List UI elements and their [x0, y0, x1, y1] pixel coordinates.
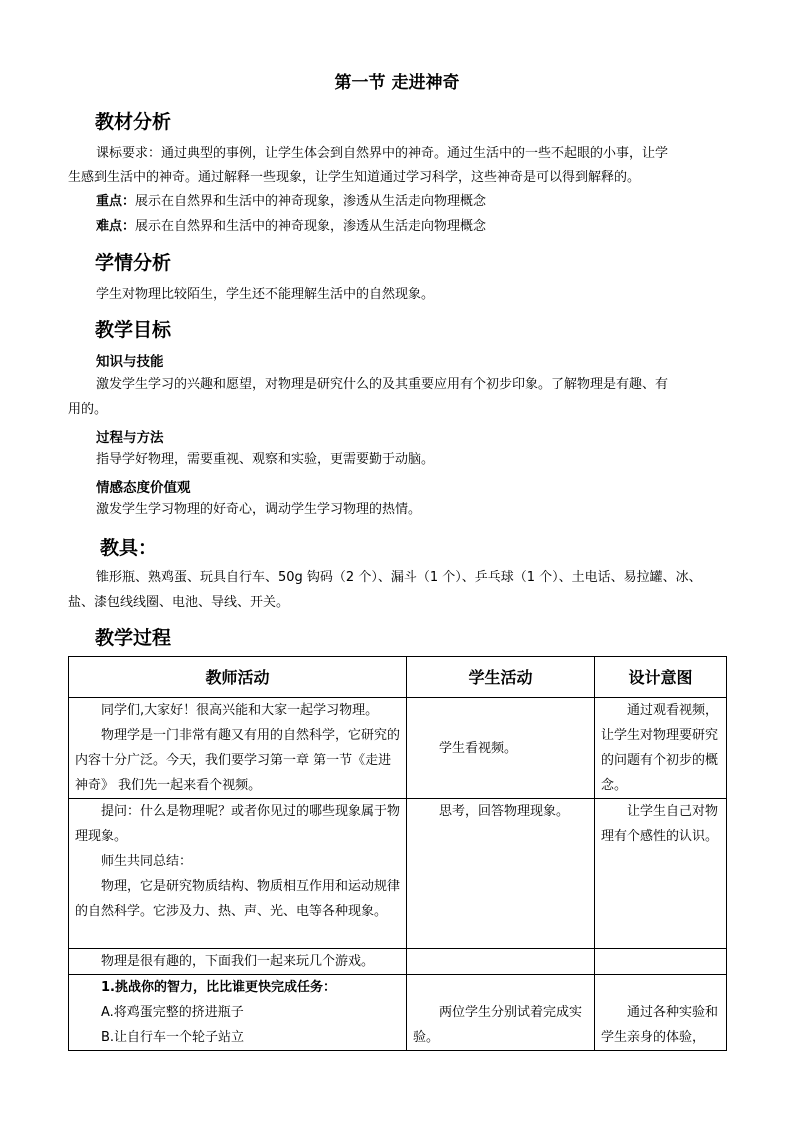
design-intent-cell: [595, 975, 727, 1051]
difficult-point: [96, 214, 486, 239]
heading-teaching-aids: 教具：: [100, 537, 158, 559]
student-line: 学生看视频。: [439, 740, 518, 756]
teacher-activity-cell: [69, 975, 407, 1051]
teacher-line: A.将鸡蛋完整的挤进瓶子: [101, 1005, 244, 1020]
teacher-line: 物理，它是研究物质结构、物质相互作用和运动规律的自然科学。它涉及力、热、声、光、电等各种现象。: [75, 879, 401, 919]
attitude-text: 激发学生学习物理的好奇心，调动学生学习物理的热情。: [96, 502, 422, 517]
table-row: [69, 698, 727, 799]
knowledge-line-2: 用的。: [68, 402, 108, 417]
column-header-student: 学生活动: [407, 657, 595, 698]
requirement-line-1: 课标要求：通过典型的事例，让学生体会到自然界中的神奇。通过生活中的一些不起眼的小事，让学: [96, 146, 669, 161]
table-row: [69, 799, 727, 949]
student-activity-cell: [407, 975, 595, 1051]
subheading-attitude: 情感态度价值观: [96, 480, 191, 496]
design-intent-cell: [595, 949, 727, 975]
teacher-line: 师生共同总结：: [101, 854, 193, 869]
difficult-point-text: 展示在自然界和生活中的神奇现象，渗透从生活走向物理概念: [135, 219, 487, 234]
student-line: 思考，回答物理现象。: [439, 804, 570, 819]
key-point: [96, 189, 486, 214]
design-line: 通过各种实验和学生亲身的体验，: [601, 1005, 719, 1045]
student-activity-cell: [407, 698, 595, 799]
design-intent-cell: [595, 698, 727, 799]
heading-student-analysis: 学情分析: [95, 252, 172, 274]
teaching-aids-line-1: 锥形瓶、熟鸡蛋、玩具自行车、50g 钩码（2 个）、漏斗（1 个）、乒乓球（1 个）、土电话、易拉罐、冰、: [96, 570, 702, 585]
student-line: 两位学生分别试着完成实验。: [413, 1005, 583, 1045]
key-point-text: 展示在自然界和生活中的神奇现象，渗透从生活走向物理概念: [135, 194, 487, 209]
key-point-label: 重点：: [96, 194, 136, 209]
heading-textbook-analysis: 教材分析: [95, 111, 172, 133]
process-text: 指导学好物理，需要重视、观察和实验，更需要勤于动脑。: [96, 452, 435, 467]
heading-teaching-goals: 教学目标: [95, 319, 172, 341]
subheading-process: 过程与方法: [96, 430, 164, 446]
student-activity-cell: [407, 799, 595, 949]
table-row: [69, 975, 727, 1051]
design-line: 通过观看视频，让学生对物理要研究的问题有个初步的概念。: [601, 703, 719, 793]
student-analysis-text: 学生对物理比较陌生，学生还不能理解生活中的自然现象。: [96, 287, 435, 302]
teacher-line: 物理是很有趣的，下面我们一起来玩几个游戏。: [101, 954, 375, 969]
teaching-process-table: [68, 656, 727, 1051]
teaching-aids-line-2: 盐、漆包线线圈、电池、导线、开关。: [68, 595, 290, 610]
subheading-knowledge: 知识与技能: [96, 354, 164, 370]
design-line: 让学生自己对物理有个感性的认识。: [601, 804, 719, 844]
design-intent-cell: [595, 799, 727, 949]
column-header-design: 设计意图: [595, 657, 727, 698]
teacher-line: 物理学是一门非常有趣又有用的自然科学，它研究的内容十分广泛。今天，我们要学习第一章 第一节《走进神奇》 我们先一起来看个视频。: [75, 728, 401, 793]
table-row: [69, 949, 727, 975]
table-header-row: [69, 657, 727, 698]
teacher-activity-cell: [69, 949, 407, 975]
teacher-line: B.让自行车一个轮子站立: [101, 1030, 245, 1045]
teacher-activity-cell: [69, 799, 407, 949]
teacher-line: 提问：什么是物理呢？或者你见过的哪些现象属于物理现象。: [75, 804, 401, 844]
teacher-activity-cell: [69, 698, 407, 799]
knowledge-line-1: 激发学生学习的兴趣和愿望，对物理是研究什么的及其重要应用有个初步印象。了解物理是有趣、有: [96, 377, 669, 392]
requirement-line-2: 生感到生活中的神奇。通过解释一些现象，让学生知道通过学习科学，这些神奇是可以得到解释的。: [68, 170, 641, 185]
teacher-line: 同学们,大家好！很高兴能和大家一起学习物理。: [101, 703, 379, 718]
student-activity-cell: [407, 949, 595, 975]
difficult-point-label: 难点：: [96, 219, 136, 234]
page-title: 第一节 走进神奇: [334, 73, 460, 93]
column-header-teacher: 教师活动: [69, 657, 407, 698]
teacher-task-title: 1.挑战你的智力，比比谁更快完成任务：: [101, 980, 336, 995]
heading-teaching-process: 教学过程: [95, 627, 172, 649]
